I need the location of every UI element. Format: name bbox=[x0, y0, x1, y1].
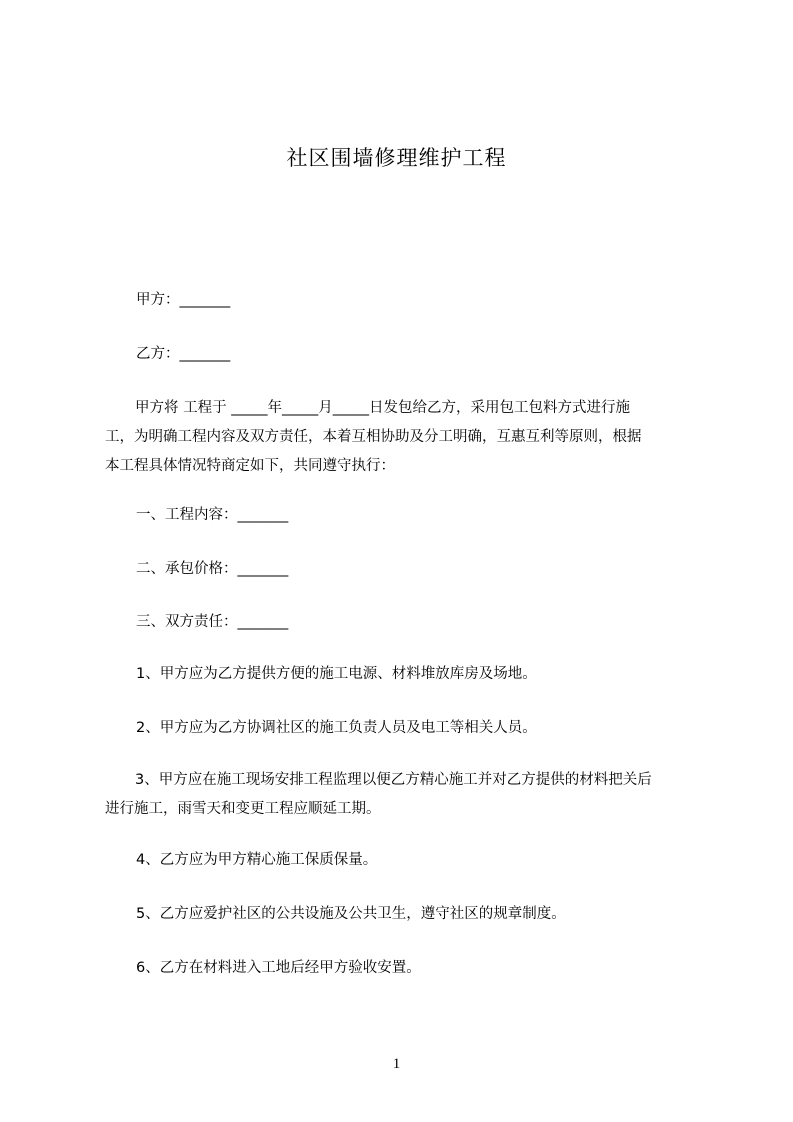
responsibility-item-4: 4、乙方应为甲方精心施工保质保量。 bbox=[136, 852, 378, 868]
page-number: 1 bbox=[392, 1056, 401, 1072]
responsibility-item-6: 6、乙方在材料进入工地后经甲方验收安置。 bbox=[136, 960, 421, 976]
intro-line-1: 甲方将 工程于 _____年_____月_____日发包给乙方，采用包工包料方式进行施 bbox=[135, 400, 630, 416]
party-a-line: 甲方：_______ bbox=[136, 292, 231, 308]
responsibility-item-1: 1、甲方应为乙方提供方便的施工电源、材料堆放库房及场地。 bbox=[136, 666, 537, 682]
responsibility-item-5: 5、乙方应爱护社区的公共设施及公共卫生，遵守社区的规章制度。 bbox=[136, 906, 566, 922]
document-title: 社区围墙修理维护工程 bbox=[286, 146, 507, 170]
intro-line-3: 本工程具体情况特商定如下，共同遵守执行： bbox=[105, 458, 395, 474]
responsibility-item-3 bbox=[105, 766, 705, 824]
intro-paragraph bbox=[105, 394, 705, 481]
item-3-line-1: 3、甲方应在施工现场安排工程监理以便乙方精心施工并对乙方提供的材料把关后 bbox=[135, 772, 652, 788]
section-work-content: 一、工程内容：_______ bbox=[136, 507, 289, 523]
section-contract-price: 二、承包价格：_______ bbox=[136, 561, 289, 577]
party-b-line: 乙方：_______ bbox=[136, 346, 231, 362]
item-3-line-2: 进行施工，雨雪天和变更工程应顺延工期。 bbox=[105, 801, 381, 817]
section-responsibilities: 三、双方责任：_______ bbox=[136, 614, 289, 630]
intro-line-2: 工，为明确工程内容及双方责任，本着互相协助及分工明确，互惠互利等原则，根据 bbox=[105, 429, 642, 445]
responsibility-item-2: 2、甲方应为乙方协调社区的施工负责人员及电工等相关人员。 bbox=[136, 720, 537, 736]
